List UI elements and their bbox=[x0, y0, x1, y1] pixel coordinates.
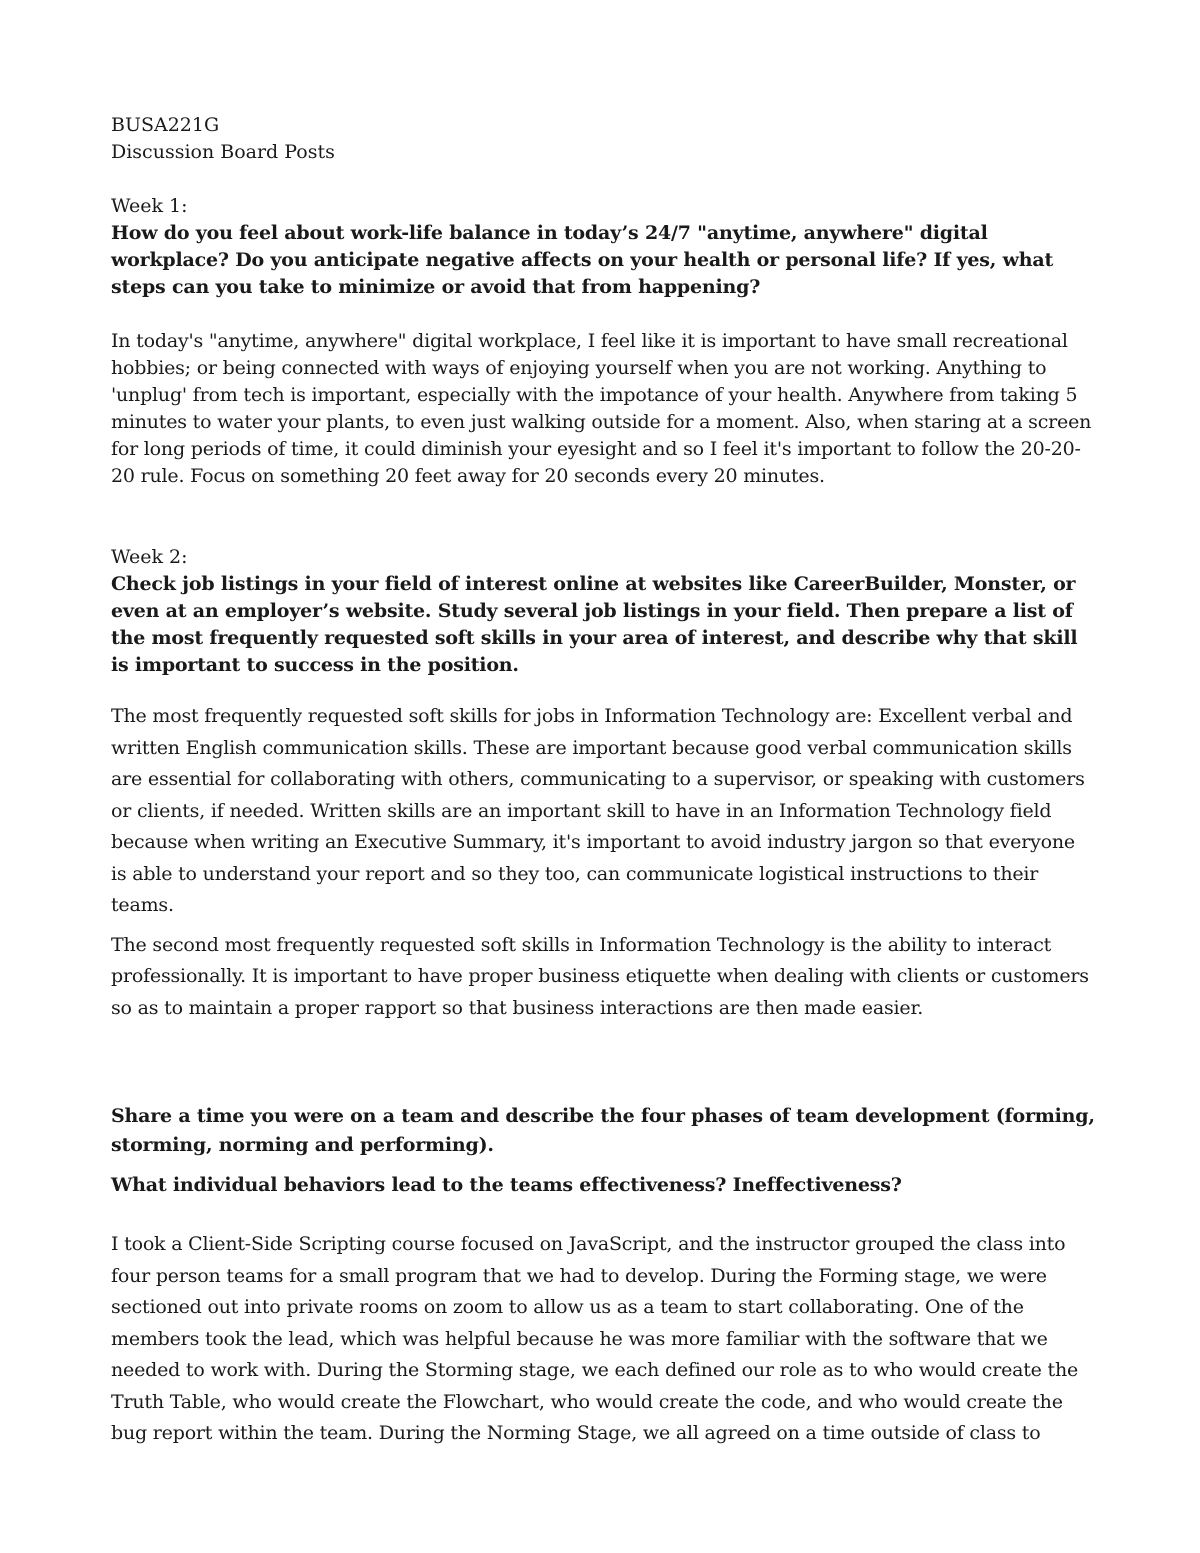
course-code: BUSA221G bbox=[111, 114, 220, 136]
week2-response-2: The second most frequently requested soft skills in Information Technology is the ability to interact professionally. It is important to have proper business etiquette when dealing with clients or customers so as to maintain a proper rapport so that business interactions are then made easier. bbox=[111, 933, 1089, 1019]
week3-prompt-2: What individual behaviors lead to the teams effectiveness? Ineffectiveness? bbox=[111, 1174, 902, 1196]
week1-prompt: How do you feel about work-life balance in today’s 24/7 "anytime, anywhere" digital workplace? Do you anticipate negative affects on your health or personal life? If yes, what steps can you take to minimize or avoid that from happening? bbox=[111, 222, 1054, 298]
week2-response-1: The most frequently requested soft skills for jobs in Information Technology are: Excellent verbal and written English communication skills. These are important because good verbal communication skills are essential for collaborating with others, communicating to a supervisor, or speaking with customers or clients, if needed. Written skills are an important skill to have in an Information Technology field because when writing an Executive Summary, it's important to avoid industry jargon so that everyone is able to understand your report and so they too, can communicate logistical instructions to their teams. bbox=[111, 705, 1085, 916]
week3-prompt-1: Share a time you were on a team and describe the four phases of team development (forming, storming, norming and performing). bbox=[111, 1105, 1095, 1156]
week1-label: Week 1: bbox=[111, 195, 188, 217]
document-page bbox=[111, 112, 1096, 1450]
document-subtitle: Discussion Board Posts bbox=[111, 141, 335, 163]
week2-prompt: Check job listings in your field of interest online at websites like CareerBuilder, Monster, or even at an employer’s website. Study several job listings in your field. Then prepare a list of the most frequently requested soft skills in your area of interest, and describe why that skill is important to success in the position. bbox=[111, 573, 1078, 676]
week2-label: Week 2: bbox=[111, 546, 188, 568]
week3-response: I took a Client-Side Scripting course focused on JavaScript, and the instructor grouped the class into four person teams for a small program that we had to develop. During the Forming stage, we were sectioned out into private rooms on zoom to allow us as a team to start collaborating. One of the members took the lead, which was helpful because he was more familiar with the software that we needed to work with. During the Storming stage, we each defined our role as to who would create the Truth Table, who would create the Flowchart, who would create the code, and who would create the bug report within the team. During the Norming Stage, we all agreed on a time outside of class to bbox=[111, 1233, 1079, 1444]
week1-response: In today's "anytime, anywhere" digital workplace, I feel like it is important to have small recreational hobbies; or being connected with ways of enjoying yourself when you are not working. Anything to 'unplug' from tech is important, especially with the impotance of your health. Anywhere from taking 5 minutes to water your plants, to even just walking outside for a moment. Also, when staring at a screen for long periods of time, it could diminish your eyesight and so I feel it's important to follow the 20-20-20 rule. Focus on something 20 feet away for 20 seconds every 20 minutes. bbox=[111, 330, 1092, 487]
